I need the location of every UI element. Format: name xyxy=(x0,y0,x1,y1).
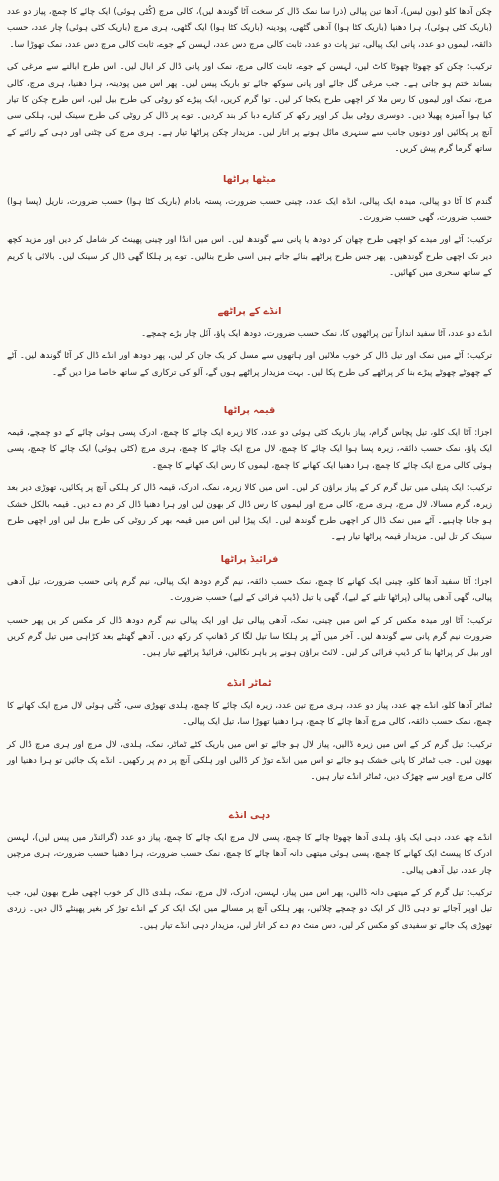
recipe-section xyxy=(7,552,492,662)
intro-ingredients: چکن آدھا کلو (بون لیس)، آدھا تین پیالی (ذرا سا نمک ڈال کر سخت آٹا گوندھ لیں)، کالی مرچ (کُٹی ہوئی) ایک چائے کا چمچ، پیاز دو عدد (باریک کٹی ہوئی)، ہرا دھنیا (باریک کٹا ہوا) آدھی گٹھی، پودینہ (باریک کٹا ہوا) ایک گٹھی، ہری مرچ (باریک کٹی ہوئی) چار عدد، حسب ذائقہ، لیموں دو عدد، پانی ایک پیالی، تیز پات دو عدد، ثابت کالی مرچ دس عدد، لہسن کے جوے، ثابت کالی مرچ دس عدد، نمک تھوڑا سا۔ xyxy=(7,7,492,50)
recipe-section xyxy=(7,172,492,282)
recipe-section xyxy=(7,676,492,786)
recipe-section xyxy=(7,403,492,546)
recipe-title: فرائیڈ پراٹھا xyxy=(220,553,279,565)
recipe-method: ترکیب: تیل گرم کر کے اس میں زیرہ ڈالیں، پیاز لال ہو جائے تو اس میں باریک کٹے ٹماٹر، نمک، ہلدی، لال مرچ اور ہری مرچ ڈال کر بھون لیں۔ جب ٹماٹر کا پانی خشک ہو جائے تو اس میں انڈے توڑ کر ڈالیں اور ہلکی آنچ پر دم پر رکھیں۔ انڈے پک جائیں تو ہرا دھنیا اور کالی مرچ اوپر سے چھڑک دیں، ٹماٹر انڈے تیار ہیں۔ xyxy=(7,739,492,783)
recipe-section xyxy=(7,304,492,381)
recipe-title: انڈے کے پراٹھے xyxy=(217,305,282,317)
recipe-section xyxy=(7,808,492,934)
recipe-ingredients: اجزا: آٹا سفید آدھا کلو، چینی ایک کھانے کا چمچ، نمک حسب ذائقہ، نیم گرم دودھ ایک پیالی، نیم گرم پانی حسب ضرورت، تیل آدھی پیالی، گھی آدھی پیالی (پراٹھا تلنے کے لیے)، گھی یا تیل (ڈیپ فرائی کے لیے) حسب ضرورت۔ xyxy=(7,576,492,604)
recipe-ingredients: اجزا: آٹا ایک کلو، تیل پچاس گرام، پیاز باریک کٹی ہوئی دو عدد، کالا زیرہ ایک چائے کا چمچ، ادرک پسی ہوئی چائے کے دو چمچے، قیمہ ایک پاؤ، نمک حسب ذائقہ، زیرہ پسا ہوا ایک چائے کا چمچ، لال مرچ ایک چائے کا چمچ، ہری مرچ (کٹی ہوئی) ایک چائے کا چمچ، پسی ہوئی کالی مرچ ایک چائے کا چمچ، ہرا دھنیا ایک کھانے کا چمچ، لیموں کا رس ایک کھانے کا چمچ۔ xyxy=(7,427,492,471)
recipe-title: میٹھا پراٹھا xyxy=(223,173,276,185)
recipe-method: ترکیب: آٹے میں نمک اور تیل ڈال کر خوب ملائیں اور ہاتھوں سے مسل کر یک جان کر لیں، پھر دودھ اور انڈے ڈال کر آٹا گوندھ لیں۔ آٹے کے چھوٹے چھوٹے پیڑے بنا کر پراٹھے کی طرح پکا لیں۔ بہت مزیدار پراٹھے ہوں گے، آلو کی ترکاری کے ساتھ خاصا مزا دیں گے۔ xyxy=(7,351,492,378)
recipe-title: دہی انڈے xyxy=(228,809,271,821)
intro-recipe xyxy=(7,4,492,158)
recipe-title: ٹماٹر انڈے xyxy=(227,677,272,689)
intro-method: ترکیب: چکن کو چھوٹا چھوٹا کاٹ لیں، لہسن کے جوے، ثابت کالی مرچ، نمک اور پانی ڈال کر ابال لیں۔ اس طرح ابالنے سے مرغی کی بساند ختم ہو جاتی ہے۔ جب مرغی گل جائے اور پانی سوکھ جائے تو باریک پیس لیں۔ پھر اس میں پودینہ، ہرا دھنیا، ہری مرچ، کالی مرچ، نمک اور لیموں کا رس ملا کر اچھی طرح یکجا کر لیں۔ توا گرم کریں، ایک پیڑے کو روٹی کی طرح بیل لیں، اس طرح چکن کا تیار کیا ہوا آمیزہ پھیلا دیں۔ دوسری روٹی بیل کر اوپر رکھ کر کنارے دبا کر بند کردیں۔ توے پر ڈال کر روٹی کی طرح سینک لیں، ہلکی سی آنچ پر پکائیں اور دونوں جانب سے سنہری مائل ہونے پر اتار لیں۔ مزیدار چکن پراٹھا تیار ہے۔ ہری مرچ کی چٹنی اور دہی کے رائتے کے ساتھ گرما گرم پیش کریں۔ xyxy=(7,62,492,155)
recipe-method: ترکیب: ایک پتیلی میں تیل گرم کر کے پیاز براؤن کر لیں۔ اس میں کالا زیرہ، نمک، ادرک، قیمہ ڈال کر ہلکی آنچ پر پکائیں، تھوڑی دیر بعد زیرہ، گرم مسالا، لال مرچ، ہری مرچ، کالی مرچ اور لیموں کا رس ڈال کر بھون لیں اور ہرا دھنیا ڈال کر دم دے دیں۔ قیمہ بالکل خشک ہو جانا چاہیے۔ آٹے میں نمک ڈال کر اچھی طرح گوندھ لیں۔ ایک پیڑا لیں اس میں قیمہ بھر کر روٹی کی طرح بیل لیں اور اچھی طرح سینک کر تل لیں۔ مزیدار قیمہ پراٹھا تیار ہے۔ xyxy=(7,483,492,543)
recipe-title: قیمہ پراٹھا xyxy=(223,404,276,416)
recipe-ingredients: انڈے چھ عدد، دہی ایک پاؤ، ہلدی آدھا چھوٹا چائے کا چمچ، پسی لال مرچ ایک چائے کا چمچ، پیاز دو عدد (گرائنڈر میں پیس لیں)، لہسن ادرک کا پیسٹ ایک کھانے کا چمچ، پسی ہوئی میتھی دانہ آدھا چائے کا چمچ، نمک حسب ضرورت، ہرا دھنیا حسب ضرورت، ہری مرچیں چار عدد، تیل آدھی پیالی۔ xyxy=(7,832,492,876)
recipe-ingredients: ٹماٹر آدھا کلو، انڈے چھ عدد، پیاز دو عدد، ہری مرچ تین عدد، زیرہ ایک چائے کا چمچ، ہلدی تھوڑی سی، کُٹی ہوئی لال مرچ ایک کھانے کا چمچ، نمک حسب ذائقہ، کالی مرچ آدھا چائے کا چمچ، ہرا دھنیا تھوڑا سا، تیل ایک پیالی۔ xyxy=(7,700,492,728)
recipe-ingredients: گندم کا آٹا دو پیالی، میدہ ایک پیالی، انڈہ ایک عدد، چینی حسب ضرورت، پستہ بادام (باریک کٹا ہوا) حسب ضرورت، ناریل (پسا ہوا) حسب ضرورت، گھی حسب ضرورت۔ xyxy=(7,196,492,224)
recipe-ingredients: انڈے دو عدد، آٹا سفید اندازاً تین پراٹھوں کا، نمک حسب ضرورت، دودھ ایک پاؤ، آئل چار بڑے چمچے۔ xyxy=(141,328,492,339)
recipe-method: ترکیب: تیل گرم کر کے میتھی دانہ ڈالیں، پھر اس میں پیاز، لہسن، ادرک، لال مرچ، نمک، ہلدی ڈال کر خوب اچھی طرح بھون لیں، جب تیل اوپر آجائے تو دہی ڈال کر ایک دو چمچے چلائیں، پھر ہلکی آنچ پر مسالے میں ایک ایک کر کے انڈے توڑ کر بغیر پھینٹے ڈال دیں۔ زردی تھوڑی پک جائے تو سفیدی کو مکس کر لیں، دس منٹ دم دے کر اتار لیں، مزیدار دہی انڈے تیار ہیں۔ xyxy=(7,888,492,931)
recipe-method: ترکیب: آٹے اور میدے کو اچھی طرح چھان کر دودھ یا پانی سے گوندھ لیں۔ اس میں انڈا اور چینی پھینٹ کر شامل کر دیں اور مزید کچھ دیر تک اچھی طرح گوندھیں۔ پھر جس طرح پراٹھے بنائے جاتے ہیں اسی طرح بنالیں۔ توے پر ہلکا گھی ڈال کر سینک لیں۔ بالائی یا کریم کے ساتھ سحری میں کھائیں۔ xyxy=(7,235,492,279)
recipe-method: ترکیب: آٹا اور میدہ مکس کر کے اس میں چینی، نمک، آدھی پیالی تیل اور ایک پیالی نیم گرم دودھ ڈال کر مکس کر یں پھر حسب ضرورت نیم گرم پانی سے گوندھ لیں۔ آخر میں آٹے پر ہلکا سا تیل لگا کر ڈھانپ کر رکھ دیں۔ آدھے گھنٹے بعد کڑاہی میں تیل گرم کریں اور بیل کر پراٹھا بنا کر ڈیپ فرائی کر لیں۔ لائٹ براؤن ہونے پر باہر نکالیں، فرائیڈ پراٹھے تیار ہیں۔ xyxy=(7,615,492,659)
